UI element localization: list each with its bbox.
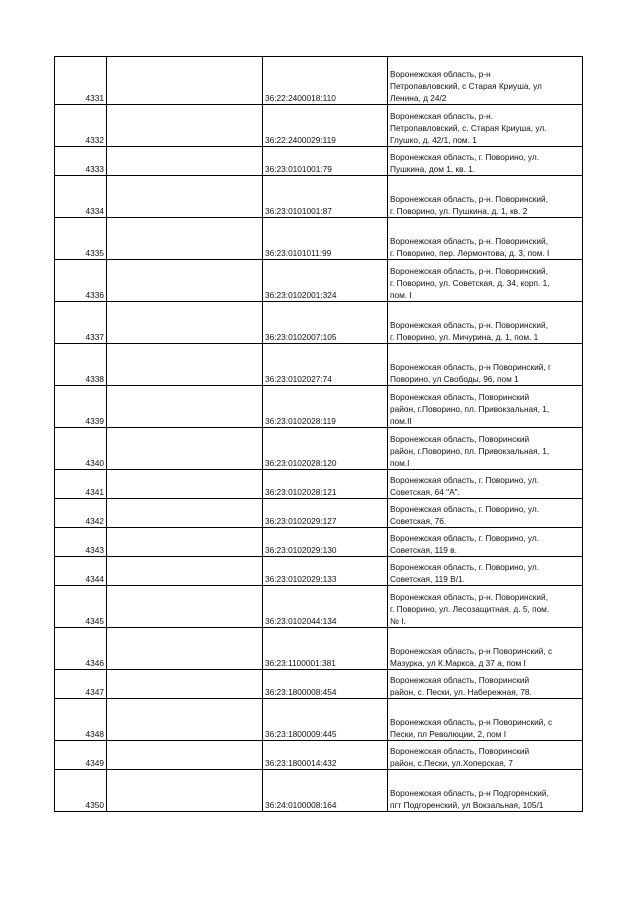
- empty-cell: [107, 499, 263, 528]
- table-row: [55, 670, 583, 699]
- cadastral-number-cell: 36:23:0102044:134: [263, 586, 388, 628]
- row-number-cell: 4349: [55, 741, 107, 770]
- address-cell: Воронежская область, р-н. Поворинский, г. Поворино, ул. Мичурина, д. 1, пом. 1: [388, 302, 583, 344]
- empty-cell: [107, 557, 263, 586]
- address-cell: Воронежская область, г. Поворино, ул. Советская, 119 В/1.: [388, 557, 583, 586]
- cadastral-number-cell: 36:24:0100008:164: [263, 770, 388, 812]
- address-cell: Воронежская область, р-н Поворинский, с Пески, пл Революции, 2, пом I: [388, 699, 583, 741]
- row-number-cell: 4350: [55, 770, 107, 812]
- cadastral-number-cell: 36:23:0102028:120: [263, 428, 388, 470]
- table-row: [55, 770, 583, 812]
- empty-cell: [107, 586, 263, 628]
- table-row: [55, 386, 583, 428]
- table-row: [55, 586, 583, 628]
- empty-cell: [107, 628, 263, 670]
- table-row: [55, 557, 583, 586]
- registry-table-body: [55, 57, 583, 812]
- empty-cell: [107, 176, 263, 218]
- cadastral-number-cell: 36:23:0102001:324: [263, 260, 388, 302]
- cadastral-number-cell: 36:22:2400029:119: [263, 105, 388, 147]
- table-row: [55, 741, 583, 770]
- row-number-cell: 4346: [55, 628, 107, 670]
- row-number-cell: 4335: [55, 218, 107, 260]
- table-row: [55, 260, 583, 302]
- empty-cell: [107, 344, 263, 386]
- address-cell: Воронежская область, Поворинский район, с.Пески, ул.Хоперская, 7: [388, 741, 583, 770]
- cadastral-number-cell: 36:23:0102027:74: [263, 344, 388, 386]
- empty-cell: [107, 386, 263, 428]
- address-cell: Воронежская область, р-н Поворинский, г Поворино, ул Свободы, 96, пом 1: [388, 344, 583, 386]
- cadastral-number-cell: 36:23:0102028:119: [263, 386, 388, 428]
- table-row: [55, 428, 583, 470]
- cadastral-number-cell: 36:23:0101001:87: [263, 176, 388, 218]
- row-number-cell: 4343: [55, 528, 107, 557]
- address-cell: Воронежская область, г. Поворино, ул. Пушкина, дом 1, кв. 1.: [388, 147, 583, 176]
- empty-cell: [107, 670, 263, 699]
- cadastral-number-cell: 36:23:0102007:105: [263, 302, 388, 344]
- row-number-cell: 4339: [55, 386, 107, 428]
- row-number-cell: 4337: [55, 302, 107, 344]
- row-number-cell: 4332: [55, 105, 107, 147]
- address-cell: Воронежская область, Поворинский район, г.Поворино, пл. Привокзальная, 1, пом.II: [388, 386, 583, 428]
- empty-cell: [107, 770, 263, 812]
- address-cell: Воронежская область, р-н Поворинский, с Мазурка, ул К.Маркса, д 37 а, пом I: [388, 628, 583, 670]
- cadastral-number-cell: 36:23:0102028:121: [263, 470, 388, 499]
- address-cell: Воронежская область, Поворинский район, с. Пески, ул. Набережная, 78.: [388, 670, 583, 699]
- row-number-cell: 4336: [55, 260, 107, 302]
- row-number-cell: 4348: [55, 699, 107, 741]
- address-cell: Воронежская область, р-н. Поворинский, г. Поворино, ул. Лесозащитная, д. 5, пом. № I.: [388, 586, 583, 628]
- empty-cell: [107, 302, 263, 344]
- table-row: [55, 302, 583, 344]
- table-row: [55, 499, 583, 528]
- cadastral-number-cell: 36:23:1800009:445: [263, 699, 388, 741]
- row-number-cell: 4345: [55, 586, 107, 628]
- address-cell: Воронежская область, г. Поворино, ул. Советская, 76.: [388, 499, 583, 528]
- empty-cell: [107, 528, 263, 557]
- empty-cell: [107, 147, 263, 176]
- cadastral-number-cell: 36:23:0101011:99: [263, 218, 388, 260]
- empty-cell: [107, 260, 263, 302]
- row-number-cell: 4342: [55, 499, 107, 528]
- table-row: [55, 176, 583, 218]
- empty-cell: [107, 741, 263, 770]
- address-cell: Воронежская область, г. Поворино, ул. Советская, 119 в.: [388, 528, 583, 557]
- address-cell: Воронежская область, Поворинский район, г.Поворино, пл. Привокзальная, 1, пом.I: [388, 428, 583, 470]
- row-number-cell: 4344: [55, 557, 107, 586]
- address-cell: Воронежская область, р-н Подгоренский, пгт Подгоренский, ул Вокзальная, 105/1: [388, 770, 583, 812]
- table-row: [55, 699, 583, 741]
- empty-cell: [107, 57, 263, 105]
- cadastral-number-cell: 36:23:1800014:432: [263, 741, 388, 770]
- address-cell: Воронежская область, р-н. Поворинский, г. Поворино, ул. Пушкина, д. 1, кв. 2: [388, 176, 583, 218]
- row-number-cell: 4338: [55, 344, 107, 386]
- registry-table: [54, 56, 583, 812]
- table-row: [55, 147, 583, 176]
- table-row: [55, 470, 583, 499]
- empty-cell: [107, 428, 263, 470]
- address-cell: Воронежская область, р-н. Петропавловский, с. Старая Криуша, ул. Глушко, д. 42/1, пом. 1: [388, 105, 583, 147]
- address-cell: Воронежская область, р-н Петропавловский, с Старая Криуша, ул Ленина, д 24/2: [388, 57, 583, 105]
- empty-cell: [107, 105, 263, 147]
- cadastral-number-cell: 36:23:0102029:133: [263, 557, 388, 586]
- address-cell: Воронежская область, р-н. Поворинский, г. Поворино, пер. Лермонтова, д. 3, пом. I: [388, 218, 583, 260]
- table-row: [55, 218, 583, 260]
- empty-cell: [107, 470, 263, 499]
- row-number-cell: 4334: [55, 176, 107, 218]
- table-row: [55, 628, 583, 670]
- cadastral-number-cell: 36:23:1100001:381: [263, 628, 388, 670]
- address-cell: Воронежская область, г. Поворино, ул. Советская, 64 "А".: [388, 470, 583, 499]
- empty-cell: [107, 218, 263, 260]
- table-row: [55, 105, 583, 147]
- address-cell: Воронежская область, р-н. Поворинский, г. Поворино, ул. Советская, д. 34, корп. 1, пом. I: [388, 260, 583, 302]
- cadastral-number-cell: 36:22:2400018:110: [263, 57, 388, 105]
- table-row: [55, 344, 583, 386]
- empty-cell: [107, 699, 263, 741]
- table-row: [55, 57, 583, 105]
- table-row: [55, 528, 583, 557]
- cadastral-number-cell: 36:23:0102029:130: [263, 528, 388, 557]
- row-number-cell: 4333: [55, 147, 107, 176]
- cadastral-number-cell: 36:23:0102029:127: [263, 499, 388, 528]
- row-number-cell: 4347: [55, 670, 107, 699]
- row-number-cell: 4340: [55, 428, 107, 470]
- cadastral-number-cell: 36:23:0101001:79: [263, 147, 388, 176]
- row-number-cell: 4331: [55, 57, 107, 105]
- cadastral-number-cell: 36:23:1800008:454: [263, 670, 388, 699]
- row-number-cell: 4341: [55, 470, 107, 499]
